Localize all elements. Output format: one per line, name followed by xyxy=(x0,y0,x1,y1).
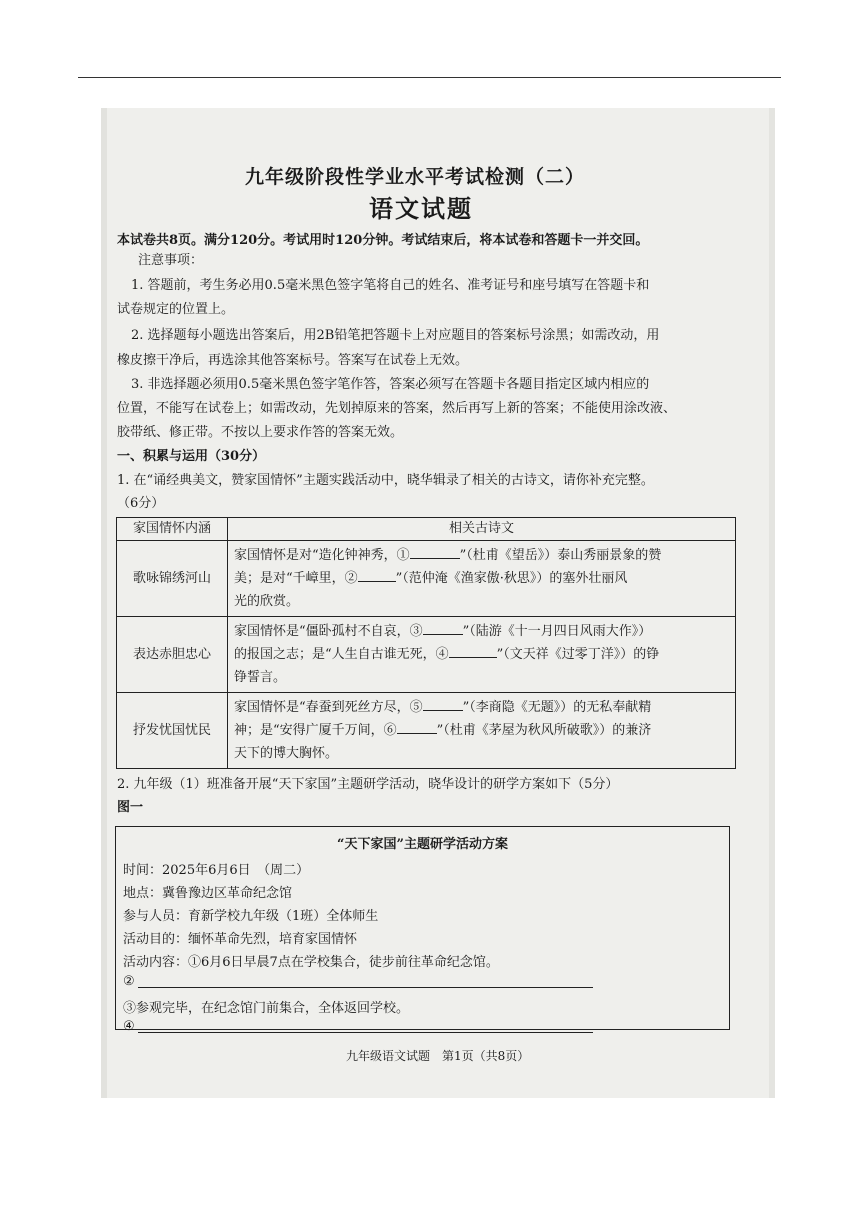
notice-line-2: 试卷规定的位置上。 xyxy=(117,302,235,317)
row-label: 表达赤胆忠心 xyxy=(117,617,228,693)
notice-line-6: 位置，不能写在试卷上；如需改动，先划掉原来的答案，然后再写上新的答案；不能使用涂改液、 xyxy=(117,401,677,416)
exam-subject: 语文试题 xyxy=(369,194,473,223)
notice-line-3: 2. 选择题每小题选出答案后，用2B铅笔把答题卡上对应题目的答案标号涂黑；如需改动，用 xyxy=(131,328,660,343)
table-row xyxy=(117,693,736,769)
answer-blank-4[interactable] xyxy=(449,645,497,658)
notice-line-1: 1. 答题前，考生务必用0.5毫米黑色签字笔将自己的姓名、准考证号和座号填写在答题卡和 xyxy=(131,278,650,293)
plan-content: 活动内容：①6月6日早晨7点在学校集合，徒步前往革命纪念馆。 xyxy=(123,955,499,970)
answer-blank-1[interactable] xyxy=(410,546,460,559)
plan-place: 地点：冀鲁豫边区革命纪念馆 xyxy=(123,886,293,901)
page-footer: 九年级语文试题 第1页（共8页） xyxy=(346,1049,530,1063)
notice-heading: 注意事项： xyxy=(138,253,204,268)
exam-intro: 本试卷共8页。满分120分。考试用时120分钟。考试结束后，将本试卷和答题卡一并交回。 xyxy=(117,233,649,248)
row-text: 的报国之志；是“人生自古谁无死，④ xyxy=(234,647,449,662)
q1-score: （6分） xyxy=(117,496,165,511)
col-header-poems: 相关古诗文 xyxy=(228,518,736,541)
table-row xyxy=(117,541,736,617)
row-text: 神；是“安得广厦千万间，⑥ xyxy=(234,723,397,738)
q1-stem: 1. 在“诵经典美文，赞家国情怀”主题实践活动中，晓华辑录了相关的古诗文，请你补充完整。 xyxy=(117,473,654,488)
section-heading: 一、积累与运用（30分） xyxy=(117,449,266,464)
exam-title: 九年级阶段性学业水平考试检测（二） xyxy=(245,166,586,188)
notice-line-5: 3. 非选择题必须用0.5毫米黑色签字笔作答，答案必须写在答题卡各题目指定区域内相应的 xyxy=(131,377,650,392)
row-text: 家国情怀是对“造化钟神秀，① xyxy=(234,548,410,563)
row-content xyxy=(228,617,736,693)
answer-blank-3[interactable] xyxy=(423,622,463,635)
col-header-meaning: 家国情怀内涵 xyxy=(117,518,228,541)
sheet-edge-right xyxy=(769,108,775,1098)
answer-blank-2[interactable] xyxy=(358,569,396,582)
poem-table xyxy=(116,517,736,769)
row-label: 歌咏锦绣河山 xyxy=(117,541,228,617)
plan-item-2: ② xyxy=(123,974,135,989)
row-content xyxy=(228,541,736,617)
plan-item-4: ④ xyxy=(123,1019,135,1034)
plan-item-3: ③参观完毕，在纪念馆门前集合，全体返回学校。 xyxy=(123,1001,410,1016)
row-text: 天下的博大胸怀。 xyxy=(234,746,339,761)
row-text: 光的欣赏。 xyxy=(234,594,300,609)
row-text: 铮誓言。 xyxy=(234,670,287,685)
row-text: ”（杜甫《望岳》）泰山秀丽景象的赞 xyxy=(459,548,662,563)
plan-goal: 活动目的：缅怀革命先烈，培育家国情怀 xyxy=(123,932,358,947)
notice-line-7: 胶带纸、修正带。不按以上要求作答的答案无效。 xyxy=(117,425,404,440)
row-content xyxy=(228,693,736,769)
top-rule xyxy=(78,77,781,78)
answer-blank-6[interactable] xyxy=(397,721,437,734)
row-text: ”（范仲淹《渔家傲·秋思》）的塞外壮丽风 xyxy=(395,571,628,586)
row-text: ”（杜甫《茅屋为秋风所破歌》）的兼济 xyxy=(436,723,652,738)
answer-line-2[interactable] xyxy=(138,987,593,988)
plan-title: “天下家国”主题研学活动方案 xyxy=(337,837,508,852)
row-text: ”（陆游《十一月四日风雨大作》） xyxy=(462,624,652,639)
row-text: ”（文天祥《过零丁洋》）的铮 xyxy=(496,647,660,662)
figure-label: 图一 xyxy=(117,800,144,815)
answer-blank-5[interactable] xyxy=(423,698,463,711)
plan-participants: 参与人员：育新学校九年级（1班）全体师生 xyxy=(123,909,379,924)
activity-plan-box xyxy=(115,826,730,1034)
row-text: 美；是对“千嶂里，② xyxy=(234,571,358,586)
row-text: 家国情怀是“僵卧孤村不自哀，③ xyxy=(234,624,423,639)
plan-time: 时间：2025年6月6日 （周二） xyxy=(123,863,310,878)
row-text: 家国情怀是“春蚕到死丝方尽，⑤ xyxy=(234,700,423,715)
table-header-row xyxy=(117,518,736,541)
notice-line-4: 橡皮擦干净后，再选涂其他答案标号。答案写在试卷上无效。 xyxy=(117,353,469,368)
row-text: ”（李商隐《无题》）的无私奉献精 xyxy=(462,700,652,715)
row-label: 抒发忧国忧民 xyxy=(117,693,228,769)
answer-line-4[interactable] xyxy=(138,1032,593,1033)
table-row xyxy=(117,617,736,693)
sheet-edge-left xyxy=(101,108,107,1098)
q2-stem: 2. 九年级（1）班准备开展“天下家国”主题研学活动，晓华设计的研学方案如下（5分） xyxy=(117,777,619,792)
